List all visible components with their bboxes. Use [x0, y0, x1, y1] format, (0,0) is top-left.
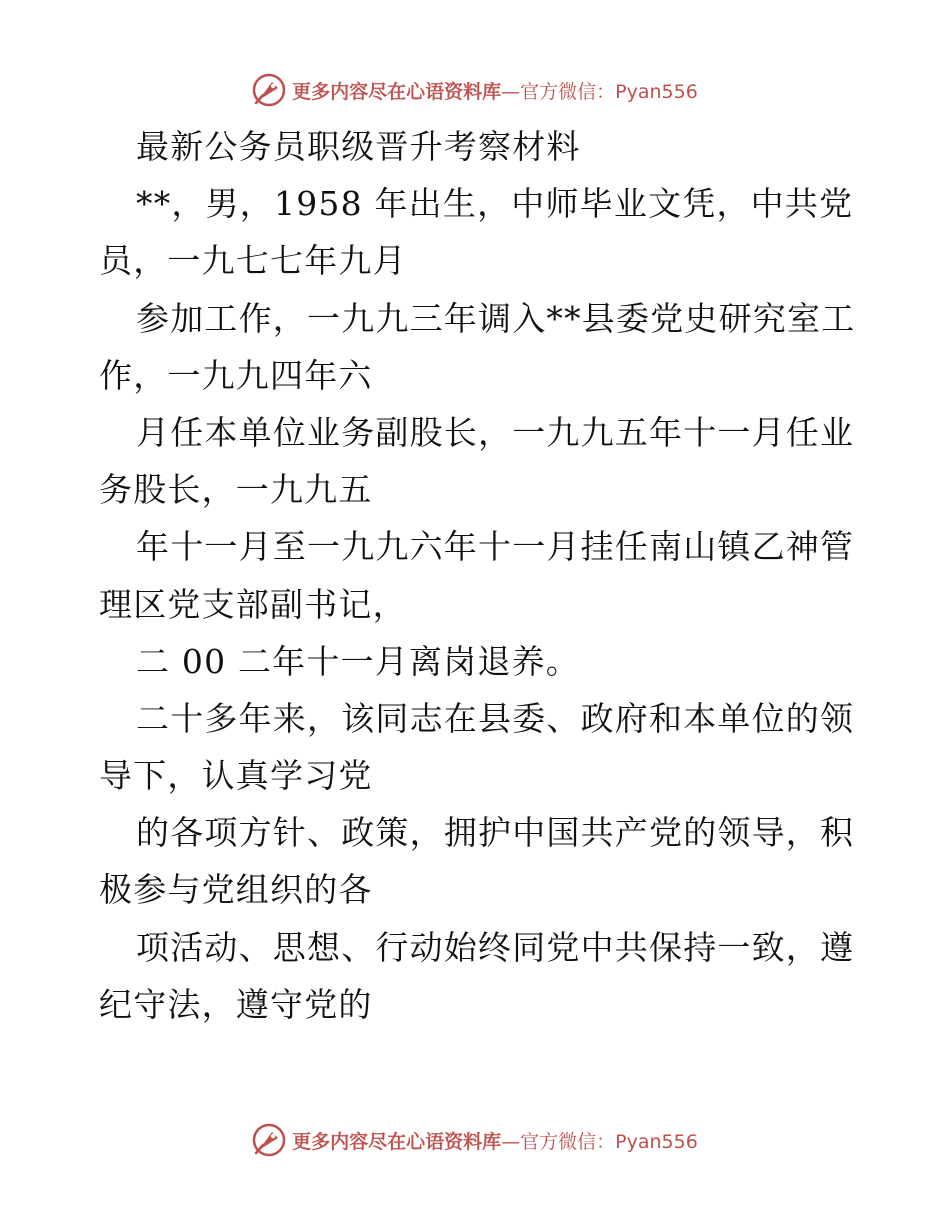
banner-main-text: 更多内容尽在心语资料库 [292, 80, 502, 103]
paragraph-line: 务股长，一九九五 [99, 470, 373, 510]
paragraph-line: **，男，1958 年出生，中师毕业文凭，中共党 [136, 184, 854, 224]
paragraph-line: 项活动、思想、行动始终同党中共保持一致，遵 [136, 927, 855, 967]
banner-contact-text: —官方微信：Pyan556 [501, 1130, 698, 1153]
paragraph-line: 员，一九七七年九月 [99, 241, 407, 281]
paragraph-line: 导下，认真学习党 [99, 756, 373, 796]
paragraph-line: 月任本单位业务副股长，一九九五年十一月任业 [136, 412, 855, 452]
document-title: 最新公务员职级晋升考察材料 [136, 127, 581, 166]
paragraph-line: 参加工作，一九九三年调入**县委党史研究室工 [136, 298, 856, 338]
document-body [99, 118, 859, 1033]
banner-contact-text: —官方微信：Pyan556 [501, 80, 698, 103]
banner-main-text: 更多内容尽在心语资料库 [292, 1130, 502, 1153]
paragraph-line: 的各项方针、政策，拥护中国共产党的领导，积 [136, 813, 855, 853]
paragraph-line: 年十一月至一九九六年十一月挂任南山镇乙神管 [136, 527, 855, 567]
paragraph-line: 作，一九九四年六 [99, 355, 373, 395]
pen-nib-logo-icon [252, 1123, 286, 1157]
footer-banner [0, 1120, 950, 1160]
paragraph-line: 二十多年来，该同志在县委、政府和本单位的领 [136, 698, 855, 738]
paragraph-line: 极参与党组织的各 [99, 870, 373, 910]
pen-nib-logo-icon [252, 73, 286, 107]
paragraph-line: 理区党支部副书记， [99, 584, 407, 624]
paragraph-line: 二 00 二年十一月离岗退养。 [136, 641, 580, 681]
paragraph-line: 纪守法，遵守党的 [99, 984, 373, 1024]
header-banner [0, 70, 950, 110]
